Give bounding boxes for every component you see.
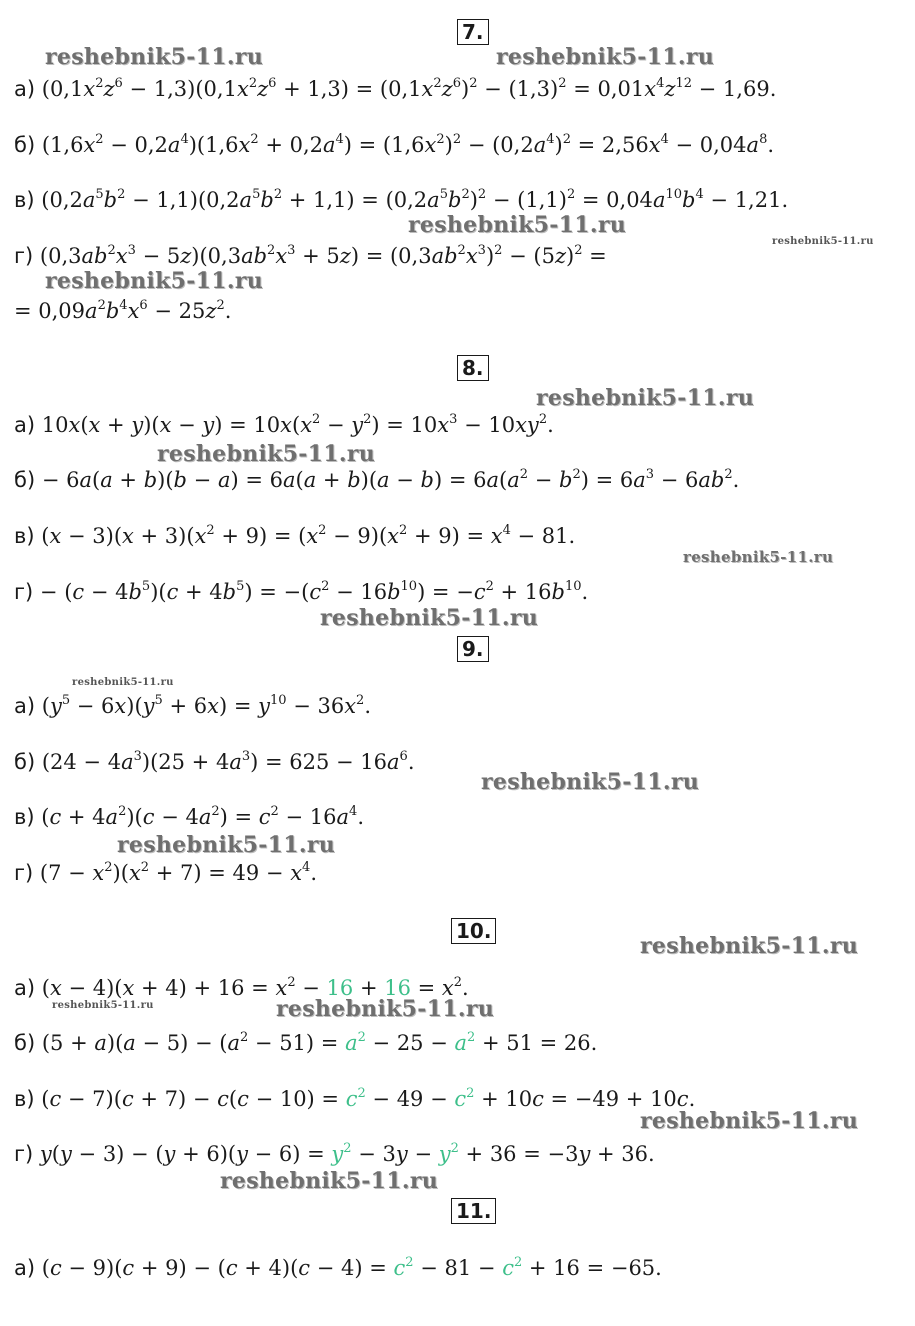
- solution-7g-continued: = $0,09a^2b^4x^6 - 25z^2$.: [14, 298, 232, 323]
- problem-number-text: 8: [462, 356, 476, 380]
- watermark: reshebnik5-11.ru: [45, 268, 264, 294]
- problem-number-7: [457, 19, 489, 45]
- watermark: reshebnik5-11.ru: [408, 212, 627, 238]
- solution-9b: б) $(24 - 4a^3)(25 + 4a^3) = 625 - 16a^6$.: [14, 749, 415, 774]
- watermark: reshebnik5-11.ru: [496, 44, 715, 70]
- item-label-g: г): [14, 1142, 34, 1166]
- watermark: reshebnik5-11.ru: [72, 677, 174, 688]
- solution-8g: $г) - (c - 4b^5)(c + 4b^5) = -(c^2 - 16b^{10}) = -c^2 + 16b^{10}$.: [14, 579, 589, 604]
- item-label-a: а): [14, 694, 36, 718]
- item-label-v: в): [14, 805, 35, 829]
- solution-9g: г) $(7 - x^2)(x^2 + 7) = 49 - x^4$.: [14, 860, 317, 885]
- problem-number-11: [451, 1198, 496, 1224]
- solution-10b: б) $(5 + a)(a - 5) - (a^2 - 51) = a^2 - 25 - a^2 + 51 = 26$.: [14, 1030, 598, 1055]
- problem-number-dot: .: [475, 20, 484, 44]
- watermark: reshebnik5-11.ru: [52, 1000, 154, 1011]
- watermark: reshebnik5-11.ru: [320, 605, 539, 631]
- problem-number-text: 11: [456, 1199, 484, 1223]
- solution-8a: а) $10x(x + y)(x - y) = 10x(x^2 - y^2) = 10x^3 - 10xy^2$.: [14, 412, 554, 437]
- watermark: reshebnik5-11.ru: [220, 1168, 439, 1194]
- solution-8b: $б) - 6a(a + b)(b - a) = 6a(a + b)(a - b) = 6a(a^2 - b^2) = 6a^3 - 6ab^2$.: [14, 467, 740, 492]
- solution-7a: а) $(0,1x^2z^6 - 1,3)(0,1x^2z^6 + 1,3) = (0,1x^2z^6)^2 - (1,3)^2 = 0,01x^4z^{12} - 1,69$.: [14, 76, 777, 101]
- item-label-b: б): [14, 750, 36, 774]
- watermark: reshebnik5-11.ru: [536, 385, 755, 411]
- solution-9a: а) $(y^5 - 6x)(y^5 + 6x) = y^{10} - 36x^2$.: [14, 693, 372, 718]
- problem-number-dot: .: [475, 356, 484, 380]
- problem-number-10: [451, 918, 496, 944]
- watermark: reshebnik5-11.ru: [157, 441, 376, 467]
- problem-number-9: [457, 636, 489, 662]
- watermark: reshebnik5-11.ru: [683, 548, 834, 566]
- problem-number-dot: .: [483, 919, 492, 943]
- watermark: reshebnik5-11.ru: [45, 44, 264, 70]
- item-label-b: б): [14, 468, 36, 492]
- item-label-b: б): [14, 133, 36, 157]
- solution-9v: в) $(c + 4a^2)(c - 4a^2) = c^2 - 16a^4$.: [14, 804, 364, 829]
- solution-10a: а) $(x - 4)(x + 4) + 16 = x^2 - 16 + 16 = x^2$.: [14, 975, 469, 1000]
- item-label-b: б): [14, 1031, 36, 1055]
- watermark: reshebnik5-11.ru: [276, 996, 495, 1022]
- item-label-v: в): [14, 524, 35, 548]
- item-label-a: а): [14, 1256, 36, 1280]
- item-label-a: а): [14, 976, 36, 1000]
- item-label-v: в): [14, 188, 35, 212]
- problem-number-dot: .: [483, 1199, 492, 1223]
- problem-number-text: 7: [462, 20, 476, 44]
- solution-7v: в) $(0,2a^5b^2 - 1,1)(0,2a^5b^2 + 1,1) = (0,2a^5b^2)^2 - (1,1)^2 = 0,04a^{10}b^4 - 1,21$.: [14, 187, 789, 212]
- solution-11a: а) $(c - 9)(c + 9) - (c + 4)(c - 4) = c^2 - 81 - c^2 + 16 = -65$.: [14, 1255, 662, 1280]
- solution-10g: г) $y(y - 3) - (y + 6)(y - 6) = y^2 - 3y - y^2 + 36 = -3y + 36$.: [14, 1141, 655, 1166]
- item-label-v: в): [14, 1087, 35, 1111]
- solution-10v: в) $(c - 7)(c + 7) - c(c - 10) = c^2 - 49 - c^2 + 10c = -49 + 10c$.: [14, 1086, 696, 1111]
- watermark: reshebnik5-11.ru: [117, 832, 336, 858]
- solution-8v: в) $(x - 3)(x + 3)(x^2 + 9) = (x^2 - 9)(x^2 + 9) = x^4 - 81$.: [14, 523, 576, 548]
- item-label-g: г): [14, 580, 34, 604]
- item-label-a: а): [14, 413, 36, 437]
- watermark: reshebnik5-11.ru: [640, 1108, 859, 1134]
- watermark: reshebnik5-11.ru: [481, 769, 700, 795]
- watermark: reshebnik5-11.ru: [640, 933, 859, 959]
- watermark: reshebnik5-11.ru: [772, 236, 874, 247]
- item-label-g: г): [14, 244, 34, 268]
- problem-number-text: 9: [462, 637, 476, 661]
- solution-7g: г) $(0,3ab^2x^3 - 5z)(0,3ab^2x^3 + 5z) = (0,3ab^2x^3)^2 - (5z)^2$ =: [14, 243, 607, 268]
- item-label-a: а): [14, 77, 36, 101]
- problem-number-8: [457, 355, 489, 381]
- problem-number-dot: .: [475, 637, 484, 661]
- item-label-g: г): [14, 861, 34, 885]
- problem-number-text: 10: [456, 919, 484, 943]
- solution-7b: б) $(1,6x^2 - 0,2a^4)(1,6x^2 + 0,2a^4) = (1,6x^2)^2 - (0,2a^4)^2 = 2,56x^4 - 0,04a^8$.: [14, 132, 775, 157]
